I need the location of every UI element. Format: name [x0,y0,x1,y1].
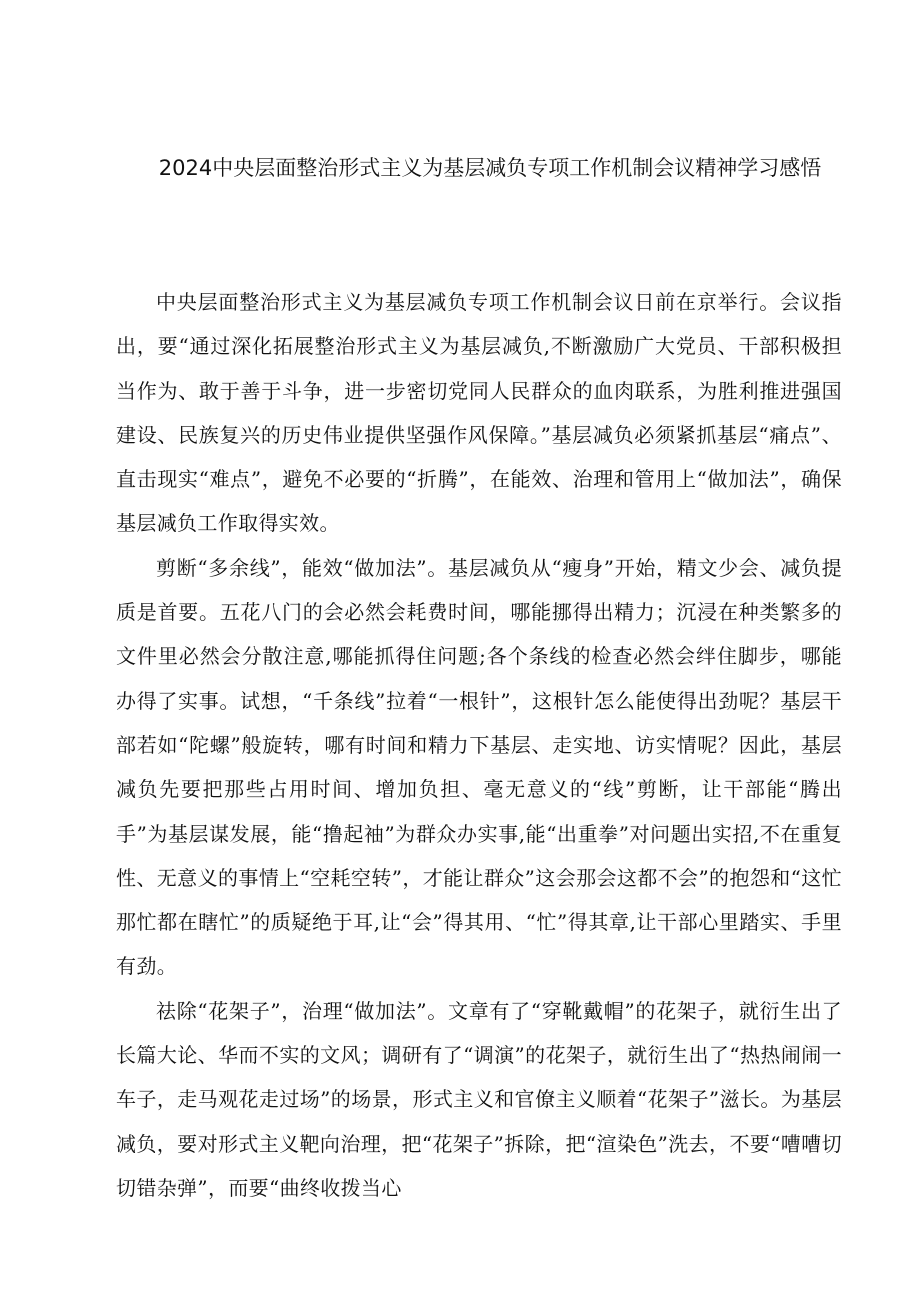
paragraph-cut-extra-lines: 剪断“多余线”，能效“做加法”。基层减负从“瘦身”开始，精文少会、减负提质是首要。五花八门的会必然会耗费时间，哪能挪得出精力；沉浸在种类繁多的文件里必然会分散注意,哪能抓得住问题;各个条线的检查必然会绊住脚步，哪能办得了实事。试想，“千条线”拉着“一根针”，这根针怎么能使得出劲呢？基层干部若如“陀螺”般旋转，哪有时间和精力下基层、走实地、访实情呢？因此，基层减负先要把那些占用时间、增加负担、毫无意义的“线”剪断，让干部能“腾出手”为基层谋发展，能“撸起袖”为群众办实事,能“出重拳”对问题出实招,不在重复性、无意义的事情上“空耗空转”，才能让群众”这会那会这都不会”的抱怨和“这忙那忙都在瞎忙”的质疑绝于耳,让“会”得其用、“忙”得其章,让干部心里踏实、手里有劲。 [116,555,842,979]
paragraph-remove-empty-show: 祛除“花架子”，治理“做加法”。文章有了“穿靴戴帽”的花架子，就衍生出了长篇大论、华而不实的文风；调研有了“调演”的花架子，就衍生出了“热热闹闹一车子，走马观花走过场”的场景，形式主义和官僚主义顺着“花架子”滋长。为基层减负，要对形式主义靶向治理，把“花架子”拆除，把“渲染色”洗去，不要“嘈嘈切切错杂弹”，而要“曲终收拨当心 [116,998,842,1200]
document-body [116,280,842,1210]
document-title: 2024中央层面整治形式主义为基层减负专项工作机制会议精神学习感悟 [158,156,822,180]
paragraph-intro: 中央层面整治形式主义为基层减负专项工作机制会议日前在京举行。会议指出，要“通过深化拓展整治形式主义为基层减负,不断激励广大党员、干部积极担当作为、敢于善于斗争，进一步密切党同人民群众的血肉联系，为胜利推进强国建设、民族复兴的历史伟业提供坚强作风保障。”基层减负必须紧抓基层“痛点”、直击现实“难点”，避免不必要的“折腾”，在能效、治理和管用上“做加法”，确保基层减负工作取得实效。 [116,290,842,536]
